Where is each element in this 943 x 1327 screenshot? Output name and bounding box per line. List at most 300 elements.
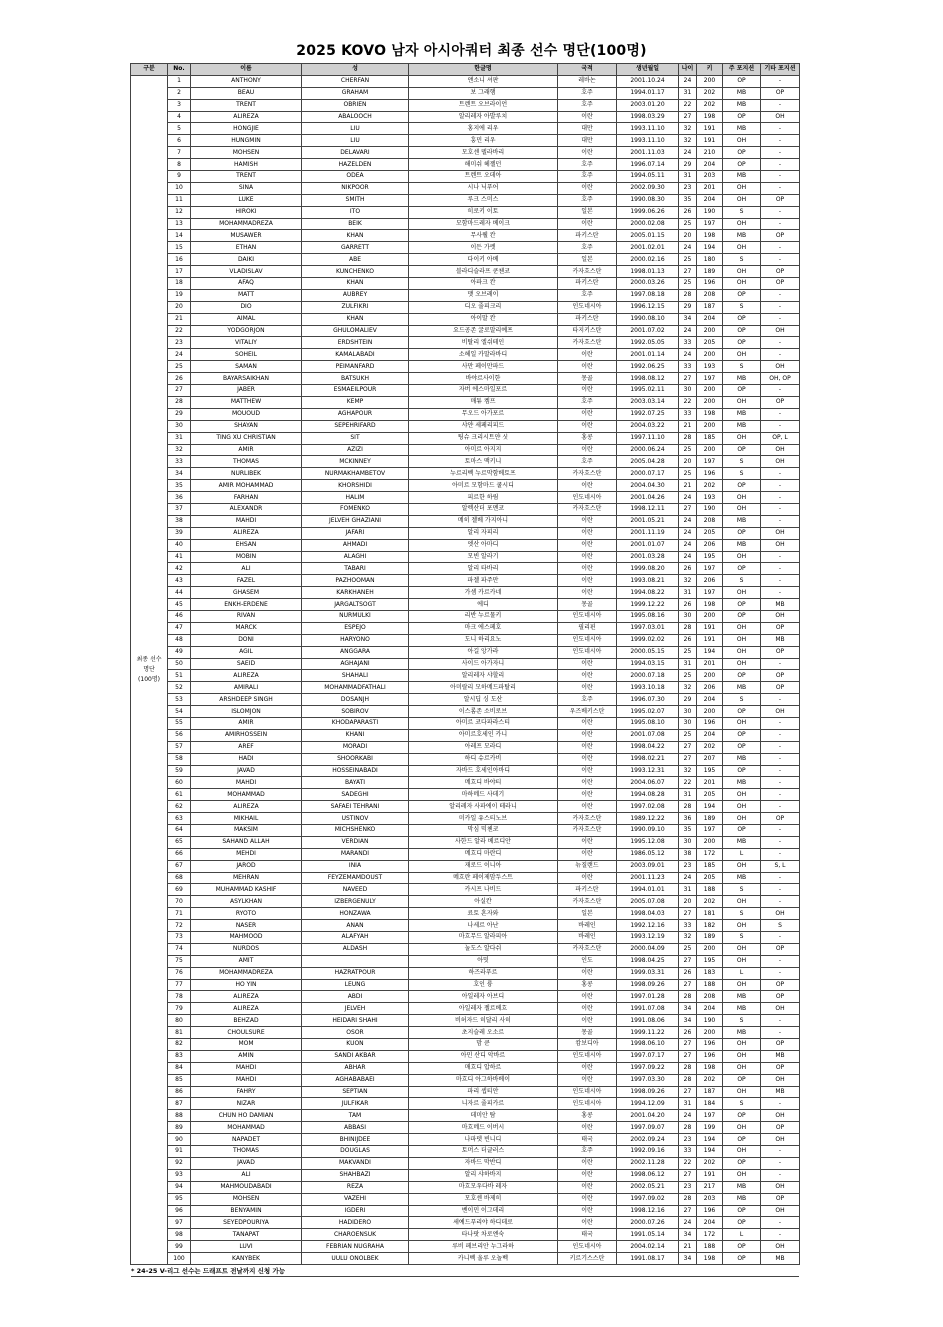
group-cell <box>131 75 168 1264</box>
cell-main-position: OH <box>723 1050 761 1062</box>
cell-age: 20 <box>679 230 697 242</box>
cell-korean-name: 알리 샤하바지 <box>409 1169 558 1181</box>
cell-main-position: OH <box>723 789 761 801</box>
cell-nationality: 레바논 <box>558 75 617 87</box>
cell-height: 202 <box>697 87 723 99</box>
cell-last-name: BHINIJDEE <box>302 1134 409 1146</box>
cell-other-position: OP <box>761 979 800 991</box>
cell-nationality: 이란 <box>558 563 617 575</box>
cell-last-name: FEYZEMAMDOUST <box>302 872 409 884</box>
cell-height: 200 <box>697 420 723 432</box>
cell-age: 26 <box>679 967 697 979</box>
table-row <box>131 670 800 682</box>
cell-first-name: THOMAS <box>191 1146 302 1158</box>
cell-nationality: 카자흐스탄 <box>558 266 617 278</box>
cell-no: 43 <box>168 575 191 587</box>
cell-korean-name: 루비 페브리안 누그라하 <box>409 1241 558 1253</box>
cell-first-name: MOHAMMADREZA <box>191 218 302 230</box>
cell-korean-name: 히로키 이토 <box>409 206 558 218</box>
cell-first-name: FAZEL <box>191 575 302 587</box>
cell-nationality: 호주 <box>558 87 617 99</box>
cell-height: 182 <box>697 920 723 932</box>
cell-birthdate: 1998.12.11 <box>617 503 679 515</box>
cell-main-position: MB <box>723 171 761 183</box>
cell-age: 21 <box>679 1241 697 1253</box>
cell-korean-name: 파리 셉티안 <box>409 1086 558 1098</box>
cell-korean-name: 파젤 파주만 <box>409 575 558 587</box>
cell-age: 28 <box>679 1062 697 1074</box>
cell-last-name: HALIM <box>302 492 409 504</box>
cell-no: 4 <box>168 111 191 123</box>
cell-height: 193 <box>697 361 723 373</box>
cell-main-position: OH <box>723 242 761 254</box>
cell-age: 23 <box>679 860 697 872</box>
cell-last-name: SAFAEI TEHRANI <box>302 801 409 813</box>
cell-nationality: 몽골 <box>558 599 617 611</box>
cell-birthdate: 1999.12.22 <box>617 599 679 611</box>
cell-birthdate: 2001.11.19 <box>617 527 679 539</box>
cell-last-name: ANAN <box>302 920 409 932</box>
cell-korean-name: 카니벡 울루 오놀벡 <box>409 1253 558 1265</box>
cell-other-position: - <box>761 313 800 325</box>
cell-age: 33 <box>679 1146 697 1158</box>
cell-other-position: OH <box>761 1134 800 1146</box>
cell-korean-name: 맷 오브레이 <box>409 289 558 301</box>
cell-korean-name: 피르한 하림 <box>409 492 558 504</box>
cell-first-name: BAYARSAIKHAN <box>191 373 302 385</box>
cell-no: 61 <box>168 789 191 801</box>
cell-nationality: 이란 <box>558 1074 617 1086</box>
cell-age: 24 <box>679 242 697 254</box>
cell-birthdate: 1990.09.10 <box>617 825 679 837</box>
cell-other-position: MB <box>761 599 800 611</box>
roster-body <box>131 75 800 1264</box>
cell-korean-name: 맘 쿤 <box>409 1039 558 1051</box>
cell-korean-name: 알리 타바리 <box>409 563 558 575</box>
cell-no: 51 <box>168 670 191 682</box>
cell-age: 28 <box>679 289 697 301</box>
cell-height: 189 <box>697 932 723 944</box>
cell-age: 35 <box>679 825 697 837</box>
cell-age: 28 <box>679 432 697 444</box>
cell-last-name: JAFARI <box>302 527 409 539</box>
cell-nationality: 이란 <box>558 765 617 777</box>
cell-birthdate: 1994.08.28 <box>617 789 679 801</box>
cell-korean-name: 무사웰 칸 <box>409 230 558 242</box>
cell-last-name: GRAHAM <box>302 87 409 99</box>
table-row <box>131 1086 800 1098</box>
cell-korean-name: 마흐디 아그하바베이 <box>409 1074 558 1086</box>
cell-birthdate: 1992.09.16 <box>617 1146 679 1158</box>
cell-last-name: AZIZI <box>302 444 409 456</box>
cell-age: 24 <box>679 147 697 159</box>
cell-korean-name: 팅슈 크리시트얀 싯 <box>409 432 558 444</box>
cell-korean-name: 요드공존 굴로말리예프 <box>409 325 558 337</box>
cell-birthdate: 2000.02.16 <box>617 254 679 266</box>
cell-first-name: TRENT <box>191 99 302 111</box>
cell-no: 14 <box>168 230 191 242</box>
cell-first-name: MAHDI <box>191 515 302 527</box>
cell-no: 91 <box>168 1146 191 1158</box>
cell-nationality: 홍콩 <box>558 1110 617 1122</box>
cell-no: 80 <box>168 1015 191 1027</box>
cell-main-position: OH <box>723 1039 761 1051</box>
footnote: * 24-25 V-리그 선수는 드래프트 전날까지 신청 가능 <box>131 1267 286 1275</box>
cell-age: 27 <box>679 1050 697 1062</box>
cell-korean-name: 아이말 칸 <box>409 313 558 325</box>
cell-main-position: OH <box>723 979 761 991</box>
cell-other-position: - <box>761 765 800 777</box>
cell-height: 187 <box>697 301 723 313</box>
cell-first-name: ANTHONY <box>191 75 302 87</box>
cell-main-position: MB <box>723 872 761 884</box>
cell-nationality: 파키스탄 <box>558 313 617 325</box>
cell-age: 24 <box>679 527 697 539</box>
cell-no: 37 <box>168 503 191 515</box>
cell-main-position: L <box>723 1229 761 1241</box>
cell-korean-name: 데미안 탐 <box>409 1110 558 1122</box>
cell-height: 194 <box>697 801 723 813</box>
cell-birthdate: 1997.07.17 <box>617 1050 679 1062</box>
table-row <box>131 622 800 634</box>
cell-birthdate: 2002.05.21 <box>617 1181 679 1193</box>
cell-height: 191 <box>697 1169 723 1181</box>
cell-height: 196 <box>697 1039 723 1051</box>
cell-korean-name: 나파뎃 빈니디 <box>409 1134 558 1146</box>
cell-age: 27 <box>679 1169 697 1181</box>
cell-other-position: - <box>761 1027 800 1039</box>
cell-nationality: 캄보디아 <box>558 1039 617 1051</box>
cell-korean-name: 바야르사이한 <box>409 373 558 385</box>
cell-first-name: MAHMOOD <box>191 932 302 944</box>
table-row <box>131 825 800 837</box>
cell-other-position: OH <box>761 610 800 622</box>
cell-first-name: NIZAR <box>191 1098 302 1110</box>
cell-nationality: 태국 <box>558 1229 617 1241</box>
cell-main-position: OP <box>723 111 761 123</box>
cell-main-position: OP <box>723 480 761 492</box>
cell-main-position: OH <box>723 801 761 813</box>
cell-last-name: IZBERGENULY <box>302 896 409 908</box>
cell-last-name: ALAFYAH <box>302 932 409 944</box>
table-row <box>131 599 800 611</box>
cell-korean-name: 호인 륭 <box>409 979 558 991</box>
cell-first-name: ALI <box>191 563 302 575</box>
cell-birthdate: 2001.02.01 <box>617 242 679 254</box>
cell-last-name: SEPEHRIFARD <box>302 420 409 432</box>
cell-other-position: MB <box>761 1253 800 1265</box>
cell-first-name: AFAQ <box>191 278 302 290</box>
cell-birthdate: 2001.04.26 <box>617 492 679 504</box>
cell-no: 53 <box>168 694 191 706</box>
cell-height: 190 <box>697 206 723 218</box>
cell-main-position: MB <box>723 1181 761 1193</box>
cell-height: 205 <box>697 337 723 349</box>
cell-korean-name: 리반 누르물키 <box>409 610 558 622</box>
cell-birthdate: 2002.09.24 <box>617 1134 679 1146</box>
cell-korean-name: 샤얀 세페리피드 <box>409 420 558 432</box>
cell-first-name: SOHEIL <box>191 349 302 361</box>
cell-main-position: OH <box>723 218 761 230</box>
cell-korean-name: 알리레자 아발루치 <box>409 111 558 123</box>
cell-birthdate: 1998.08.12 <box>617 373 679 385</box>
cell-first-name: MEHRAN <box>191 872 302 884</box>
cell-age: 28 <box>679 1193 697 1205</box>
cell-birthdate: 2001.10.24 <box>617 75 679 87</box>
cell-nationality: 인도네시아 <box>558 646 617 658</box>
cell-no: 36 <box>168 492 191 504</box>
cell-nationality: 이란 <box>558 444 617 456</box>
cell-first-name: SAHAND ALLAH <box>191 836 302 848</box>
cell-other-position: - <box>761 587 800 599</box>
cell-korean-name: 아민 산디 악바르 <box>409 1050 558 1062</box>
cell-age: 34 <box>679 1015 697 1027</box>
cell-korean-name: 사만 페이만파드 <box>409 361 558 373</box>
cell-first-name: MAKSIM <box>191 825 302 837</box>
cell-main-position: OH <box>723 896 761 908</box>
cell-last-name: ESMAEILPOUR <box>302 385 409 397</box>
cell-first-name: ALIREZA <box>191 991 302 1003</box>
cell-first-name: ASYLKHAN <box>191 896 302 908</box>
cell-first-name: FAHRY <box>191 1086 302 1098</box>
cell-other-position: - <box>761 658 800 670</box>
cell-other-position: - <box>761 932 800 944</box>
cell-nationality: 이란 <box>558 1062 617 1074</box>
cell-first-name: AMIR <box>191 444 302 456</box>
cell-other-position: OH <box>761 1003 800 1015</box>
cell-nationality: 태국 <box>558 1134 617 1146</box>
cell-birthdate: 1996.12.15 <box>617 301 679 313</box>
cell-age: 27 <box>679 753 697 765</box>
cell-age: 26 <box>679 563 697 575</box>
table-row <box>131 884 800 896</box>
cell-height: 195 <box>697 765 723 777</box>
cell-birthdate: 1993.11.10 <box>617 135 679 147</box>
cell-other-position: - <box>761 1217 800 1229</box>
cell-no: 13 <box>168 218 191 230</box>
cell-korean-name: 료토 혼자와 <box>409 908 558 920</box>
cell-first-name: BEAU <box>191 87 302 99</box>
cell-last-name: ABBASI <box>302 1122 409 1134</box>
cell-last-name: ANGGARA <box>302 646 409 658</box>
cell-no: 41 <box>168 551 191 563</box>
cell-nationality: 인도네시아 <box>558 634 617 646</box>
cell-no: 92 <box>168 1157 191 1169</box>
cell-height: 200 <box>697 670 723 682</box>
cell-last-name: TAM <box>302 1110 409 1122</box>
cell-other-position: OH <box>761 361 800 373</box>
cell-korean-name: 자바드 호세인아바디 <box>409 765 558 777</box>
cell-age: 32 <box>679 765 697 777</box>
cell-korean-name: 비허자드 히달리 사히 <box>409 1015 558 1027</box>
cell-other-position: - <box>761 301 800 313</box>
cell-age: 22 <box>679 1157 697 1169</box>
cell-last-name: MICHSHENKO <box>302 825 409 837</box>
table-row <box>131 955 800 967</box>
cell-no: 84 <box>168 1062 191 1074</box>
cell-last-name: REZA <box>302 1181 409 1193</box>
cell-main-position: OP <box>723 527 761 539</box>
cell-other-position: OH <box>761 539 800 551</box>
cell-no: 23 <box>168 337 191 349</box>
cell-nationality: 이란 <box>558 872 617 884</box>
cell-age: 29 <box>679 694 697 706</box>
table-row <box>131 539 800 551</box>
cell-first-name: KANYBEK <box>191 1253 302 1265</box>
cell-main-position: MB <box>723 836 761 848</box>
cell-no: 95 <box>168 1193 191 1205</box>
cell-nationality: 타지키스탄 <box>558 325 617 337</box>
cell-height: 204 <box>697 729 723 741</box>
cell-main-position: OH <box>723 920 761 932</box>
cell-birthdate: 1998.06.10 <box>617 1039 679 1051</box>
cell-other-position: - <box>761 955 800 967</box>
table-row <box>131 646 800 658</box>
cell-last-name: DOUGLAS <box>302 1146 409 1158</box>
cell-last-name: HEIDARI SHAHI <box>302 1015 409 1027</box>
cell-other-position: - <box>761 123 800 135</box>
cell-age: 26 <box>679 1027 697 1039</box>
cell-first-name: MAHDI <box>191 1074 302 1086</box>
cell-korean-name: 이든 가렛 <box>409 242 558 254</box>
cell-main-position: OH <box>723 278 761 290</box>
table-row <box>131 87 800 99</box>
cell-height: 204 <box>697 313 723 325</box>
cell-main-position: S <box>723 468 761 480</box>
cell-height: 195 <box>697 955 723 967</box>
cell-no: 8 <box>168 159 191 171</box>
table-row <box>131 1157 800 1169</box>
cell-no: 12 <box>168 206 191 218</box>
cell-no: 76 <box>168 967 191 979</box>
cell-birthdate: 2004.04.30 <box>617 480 679 492</box>
cell-first-name: AMIRHOSSEIN <box>191 729 302 741</box>
cell-height: 194 <box>697 242 723 254</box>
cell-nationality: 인도네시아 <box>558 610 617 622</box>
table-row <box>131 468 800 480</box>
cell-last-name: NURMULKI <box>302 610 409 622</box>
cell-height: 201 <box>697 777 723 789</box>
cell-no: 97 <box>168 1217 191 1229</box>
cell-nationality: 필리핀 <box>558 622 617 634</box>
cell-main-position: MB <box>723 420 761 432</box>
cell-first-name: HAMISH <box>191 159 302 171</box>
cell-last-name: TABARI <box>302 563 409 575</box>
cell-main-position: MB <box>723 99 761 111</box>
cell-age: 32 <box>679 932 697 944</box>
cell-main-position: OP <box>723 75 761 87</box>
cell-korean-name: 디오 줄피크리 <box>409 301 558 313</box>
cell-birthdate: 1994.01.01 <box>617 884 679 896</box>
cell-main-position: OH <box>723 646 761 658</box>
cell-age: 27 <box>679 979 697 991</box>
cell-first-name: ALEXANDR <box>191 503 302 515</box>
table-row <box>131 337 800 349</box>
cell-height: 200 <box>697 396 723 408</box>
cell-birthdate: 1998.03.29 <box>617 111 679 123</box>
cell-other-position: - <box>761 171 800 183</box>
cell-height: 189 <box>697 813 723 825</box>
cell-main-position: S <box>723 254 761 266</box>
cell-korean-name: 마크 에스페호 <box>409 622 558 634</box>
cell-no: 15 <box>168 242 191 254</box>
cell-nationality: 이란 <box>558 182 617 194</box>
cell-age: 26 <box>679 599 697 611</box>
cell-korean-name: 니자르 줄피카르 <box>409 1098 558 1110</box>
cell-nationality: 바레인 <box>558 932 617 944</box>
cell-korean-name: 무오드 아가포르 <box>409 408 558 420</box>
table-row <box>131 729 800 741</box>
cell-first-name: JAVAD <box>191 1157 302 1169</box>
cell-height: 196 <box>697 278 723 290</box>
cell-first-name: MOHSEN <box>191 147 302 159</box>
cell-korean-name: 나세르 아난 <box>409 920 558 932</box>
cell-height: 208 <box>697 991 723 1003</box>
cell-other-position: - <box>761 480 800 492</box>
cell-other-position: OP <box>761 278 800 290</box>
cell-last-name: CHAROENSUK <box>302 1229 409 1241</box>
cell-birthdate: 1995.08.10 <box>617 717 679 729</box>
cell-nationality: 이란 <box>558 789 617 801</box>
cell-main-position: OH <box>723 194 761 206</box>
cell-last-name: ESPEJO <box>302 622 409 634</box>
cell-birthdate: 2001.11.23 <box>617 872 679 884</box>
cell-nationality: 이란 <box>558 575 617 587</box>
cell-main-position: OP <box>723 1241 761 1253</box>
cell-age: 28 <box>679 991 697 1003</box>
table-row <box>131 242 800 254</box>
cell-other-position: - <box>761 575 800 587</box>
cell-nationality: 이란 <box>558 1181 617 1193</box>
cell-main-position: MB <box>723 230 761 242</box>
cell-no: 30 <box>168 420 191 432</box>
cell-birthdate: 1997.11.10 <box>617 432 679 444</box>
cell-main-position: S <box>723 301 761 313</box>
cell-korean-name: 알리 자피리 <box>409 527 558 539</box>
cell-other-position: - <box>761 836 800 848</box>
cell-age: 34 <box>679 313 697 325</box>
cell-other-position: - <box>761 349 800 361</box>
cell-no: 34 <box>168 468 191 480</box>
cell-first-name: HO YIN <box>191 979 302 991</box>
cell-height: 208 <box>697 515 723 527</box>
cell-age: 33 <box>679 337 697 349</box>
cell-korean-name: 벤이민 이그데리 <box>409 1205 558 1217</box>
cell-other-position: OH <box>761 706 800 718</box>
cell-other-position: - <box>761 147 800 159</box>
cell-korean-name: 모빈 알라기 <box>409 551 558 563</box>
cell-first-name: MAHDI <box>191 1062 302 1074</box>
cell-birthdate: 1993.10.18 <box>617 682 679 694</box>
cell-main-position: OH <box>723 182 761 194</box>
table-row <box>131 1193 800 1205</box>
cell-first-name: AMIT <box>191 955 302 967</box>
cell-other-position: OP <box>761 813 800 825</box>
cell-age: 36 <box>679 813 697 825</box>
cell-korean-name: 모함마드레자 베이크 <box>409 218 558 230</box>
cell-birthdate: 1995.12.08 <box>617 836 679 848</box>
cell-birthdate: 1991.05.14 <box>617 1229 679 1241</box>
table-row <box>131 813 800 825</box>
cell-nationality: 홍콩 <box>558 979 617 991</box>
cell-main-position: S <box>723 1015 761 1027</box>
cell-height: 198 <box>697 1253 723 1265</box>
cell-nationality: 호주 <box>558 99 617 111</box>
cell-other-position: - <box>761 896 800 908</box>
cell-birthdate: 1998.04.22 <box>617 741 679 753</box>
cell-last-name: KHORSHIDI <box>302 480 409 492</box>
cell-last-name: KUNCHENKO <box>302 266 409 278</box>
